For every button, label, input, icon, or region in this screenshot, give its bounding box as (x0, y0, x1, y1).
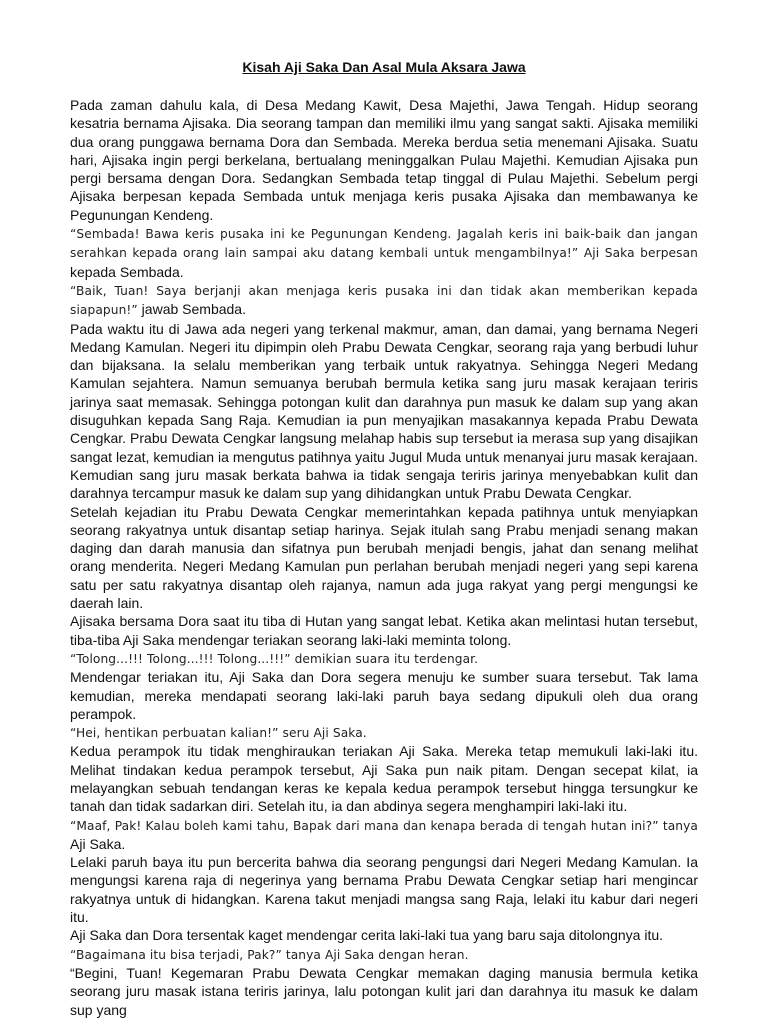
paragraph-refugee-story: Lelaki paruh baya itu pun bercerita bahwa dia seorang pengungsi dari Negeri Medang Kamulan. Ia mengungsi karena raja di negerinya yang bernama Prabu Dewata Cengkar setiap hari mengincar rakyatnya untuk di hidangkan. Karena takut menjadi mangsa sang Raja, lelaki itu kabur dari negeri itu. (70, 854, 698, 926)
paragraph-stop-shout (70, 723, 698, 742)
paragraph-shocked: Aji Saka dan Dora tersentak kaget mendengar cerita laki-laki tua yang baru saja ditolongnya itu. (70, 927, 664, 944)
dialogue-tail: kepada Sembada. (70, 263, 184, 280)
paragraph-question (70, 816, 698, 854)
paragraph-robbers: Mendengar teriakan itu, Aji Saka dan Dora segera menuju ke sumber suara tersebut. Tak lama kemudian, mereka mendapati seorang laki-laki paruh baya sedang dipukuli oleh dua orang perampok. (70, 669, 698, 722)
dialogue-quote: “Tolong...!!! Tolong...!!! Tolong...!!!” demikian suara itu terdengar. (70, 651, 479, 666)
paragraph-kick: Kedua perampok itu tidak menghiraukan teriakan Aji Saka. Mereka tetap memukuli laki-laki itu. Melihat tindakan kedua perampok tersebut, Aji Saka pun naik pitam. Dengan secepat kilat, ia melayangkan sebuah tendangan keras ke kepala kedua perampok tersebut hingga tersungkur ke tanah dan tidak sadarkan diri. Setelah itu, ia dan abdinya segera menghampiri laki-laki itu. (70, 743, 698, 815)
paragraph-intro: Pada zaman dahulu kala, di Desa Medang Kawit, Desa Majethi, Jawa Tengah. Hidup seorang kesatria bernama Ajisaka. Dia seorang tampan dan memiliki ilmu yang sangat sakti. Ajisaka memiliki dua orang punggawa bernama Dora dan Sembada. Mereka berdua setia menemani Ajisaka. Suatu hari, Ajisaka ingin pergi berkelana, bertualang meninggalkan Pulau Majethi. Kemudian Ajisaka pun pergi bersama dengan Dora. Sedangkan Sembada tetap tinggal di Pulau Majethi. Sebelum pergi Ajisaka berpesan kepada Sembada untuk menjaga keris pusaka Ajisaka dan membawanya ke Pegunungan Kendeng. (70, 97, 698, 223)
dialogue-quote: “Baik, Tuan! Saya berjanji akan menjaga keris pusaka ini dan tidak akan memberikan kepada siapapun!” (70, 283, 698, 318)
paragraph-after-incident: Setelah kejadian itu Prabu Dewata Cengkar memerintahkan kepada patihnya untuk menyiapkan seorang rakyatnya untuk disantap setiap harinya. Sejak itulah sang Prabu menjadi senang makan daging dan darah manusia dan sifatnya pun berubah menjadi bengis, jahat dan senang melihat orang menderita. Negeri Medang Kamulan pun perlahan berubah menjadi negeri yang sepi karena satu per satu rakyatnya disantap oleh rajanya, namun ada juga rakyat yang pergi mengungsi ke daerah lain. (70, 503, 698, 612)
dialogue-quote: “Sembada! Bawa keris pusaka ini ke Pegunungan Kendeng. Jagalah keris ini baik-baik dan jangan serahkan kepada orang lain sampai aku datang kembali untuk mengambilnya!” Aji Saka berpesan (70, 227, 698, 261)
paragraph-medang-kamulan: Pada waktu itu di Jawa ada negeri yang terkenal makmur, aman, dan damai, yang bernama Negeri Medang Kamulan. Negeri itu dipimpin oleh Prabu Dewata Cengkar, seorang raja yang berbudi luhur dan bijaksana. Ia selalu memberikan yang terbaik untuk rakyatnya. Sehingga Negeri Medang Kamulan sejahtera. Namun semuanya berubah bermula ketika sang juru masak kerajaan teriris jarinya saat memasak. Sehingga potongan kulit dan darahnya pun masuk ke dalam sup yang akan disuguhkan kepada Sang Raja. Kemudian ia pun menyajikan masakannya kepada Prabu Dewata Cengkar. Prabu Dewata Cengkar langsung melahap habis sup tersebut ia merasa sup yang disajikan sangat lezat, kemudian ia mengutus patihnya yaitu Jugul Muda untuk menanyai juru masak kerajaan. Kemudian sang juru masak berkata bahwa ia tidak sengaja teriris jarinya menyebabkan kulit dan darahnya tercampur masuk ke dalam sup yang dihidangkan untuk Prabu Dewata Cengkar. (70, 320, 698, 502)
dialogue-quote: “Bagaimana itu bisa terjadi, Pak?” tanya Aji Saka dengan heran. (70, 947, 469, 962)
dialogue-tail: jawab Sembada. (137, 301, 246, 318)
paragraph-help-cry (70, 649, 698, 668)
paragraph-forest: Ajisaka bersama Dora saat itu tiba di Hutan yang sangat lebat. Ketika akan melintasi hutan tersebut, tiba-tiba Aji Saka mendengar teriakan seorang laki-laki meminta tolong. (70, 613, 698, 648)
paragraph-how-question (70, 945, 698, 964)
document-title: Kisah Aji Saka Dan Asal Mula Aksara Jawa (242, 59, 526, 75)
paragraph-sembada-reply (70, 281, 698, 320)
dialogue-quote: “Maaf, Pak! Kalau boleh kami tahu, Bapak dari mana dan kenapa berada di tengah hutan ini?” tanya (70, 818, 698, 833)
paragraph-ajisaka-message (70, 224, 698, 281)
document-body (70, 96, 698, 1019)
dialogue-quote: “Hei, hentikan perbuatan kalian!” seru Aji Saka. (70, 726, 367, 741)
paragraph-explanation: “Begini, Tuan! Kegemaran Prabu Dewata Cengkar memakan daging manusia bermula ketika seorang juru masak istana teriris jarinya, lalu potongan kulit jari dan darahnya itu masuk ke dalam sup yang (70, 964, 698, 1018)
dialogue-tail: Aji Saka. (70, 835, 126, 852)
